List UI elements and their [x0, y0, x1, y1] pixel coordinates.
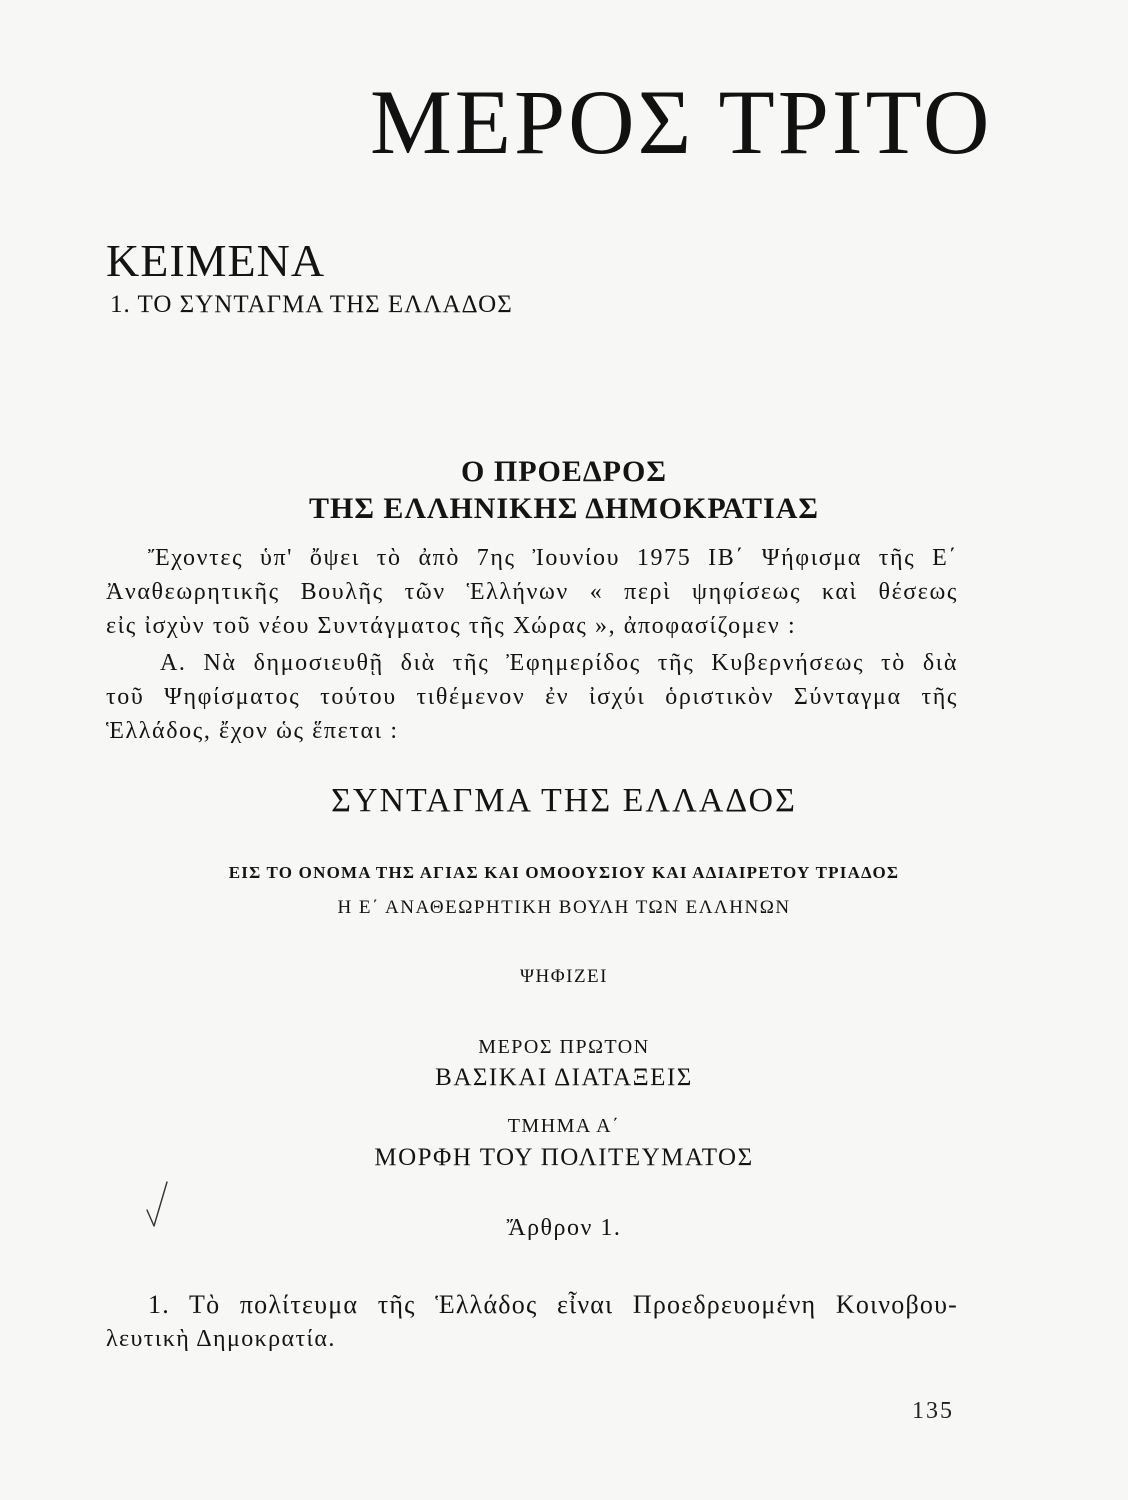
votes-line: ΨΗΦΙΖΕΙ [520, 966, 608, 987]
article-heading: Ἄρθρον 1. [506, 1215, 622, 1241]
article-1-line: 1. Τὸ πολίτευμα τῆς Ἑλλάδος εἶναι Προεδρευομένη Κοινοβου- [148, 1290, 958, 1319]
preamble-line: Ἀναθεωρητικῆς Βουλῆς τῶν Ἑλλήνων « περὶ ψηφίσεως καὶ θέσεως [106, 579, 958, 605]
page-number: 135 [912, 1398, 954, 1424]
preamble-line: Ἔχοντες ὑπ' ὄψει τὸ ἀπὸ 7ης Ἰουνίου 1975 ΙΒ΄ Ψήφισμα τῆς Ε΄ [148, 545, 958, 571]
basic-provisions-heading: ΒΑΣΙΚΑΙ ΔΙΑΤΑΞΕΙΣ [435, 1064, 693, 1091]
subsection-title: 1. ΤΟ ΣΥΝΤΑΓΜΑ ΤΗΣ ΕΛΛΑΔΟΣ [110, 291, 513, 318]
section-title: ΚΕΙΜΕΝΑ [106, 235, 326, 286]
clause-a-line: τοῦ Ψηφίσματος τούτου τιθέμενον ἐν ἰσχύι ὁριστικὸν Σύνταγμα τῆς [106, 684, 958, 710]
part-one-heading: ΜΕΡΟΣ ΠΡΩΤΟΝ [478, 1036, 650, 1058]
constitution-title: ΣΥΝΤΑΓΜΑ ΤΗΣ ΕΛΛΑΔΟΣ [331, 782, 797, 819]
decree-heading-line-1: Ο ΠΡΟΕΔΡΟΣ [461, 455, 667, 488]
division-title: ΜΟΡΦΗ ΤΟΥ ΠΟΛΙΤΕΥΜΑΤΟΣ [374, 1144, 754, 1171]
clause-a-line: Ἑλλάδος, ἔχον ὡς ἕπεται : [106, 718, 399, 744]
article-1-line: λευτικὴ Δημοκρατία. [106, 1326, 336, 1352]
part-title: ΜΕΡΟΣ ΤΡΙΤΟ [370, 71, 993, 173]
division-heading: ΤΜΗΜΑ Α΄ [507, 1115, 621, 1137]
invocation: ΕΙΣ ΤΟ ΟΝΟΜΑ ΤΗΣ ΑΓΙΑΣ ΚΑΙ ΟΜΟΟΥΣΙΟΥ ΚΑΙ ΑΔΙΑΙΡΕΤΟΥ ΤΡΙΑΔΟΣ [228, 863, 900, 882]
decree-heading-line-2: ΤΗΣ ΕΛΛΗΝΙΚΗΣ ΔΗΜΟΚΡΑΤΙΑΣ [308, 492, 820, 525]
assembly-line: Η Ε΄ ΑΝΑΘΕΩΡΗΤΙΚΗ ΒΟΥΛΗ ΤΩΝ ΕΛΛΗΝΩΝ [337, 897, 791, 918]
clause-a-line: Α. Νὰ δημοσιευθῇ διὰ τῆς Ἐφημερίδος τῆς Κυβερνήσεως τὸ διὰ [160, 650, 958, 676]
preamble-line: εἰς ἰσχὺν τοῦ νέου Συντάγματος τῆς Χώρας », ἀποφασίζομεν : [106, 613, 797, 639]
